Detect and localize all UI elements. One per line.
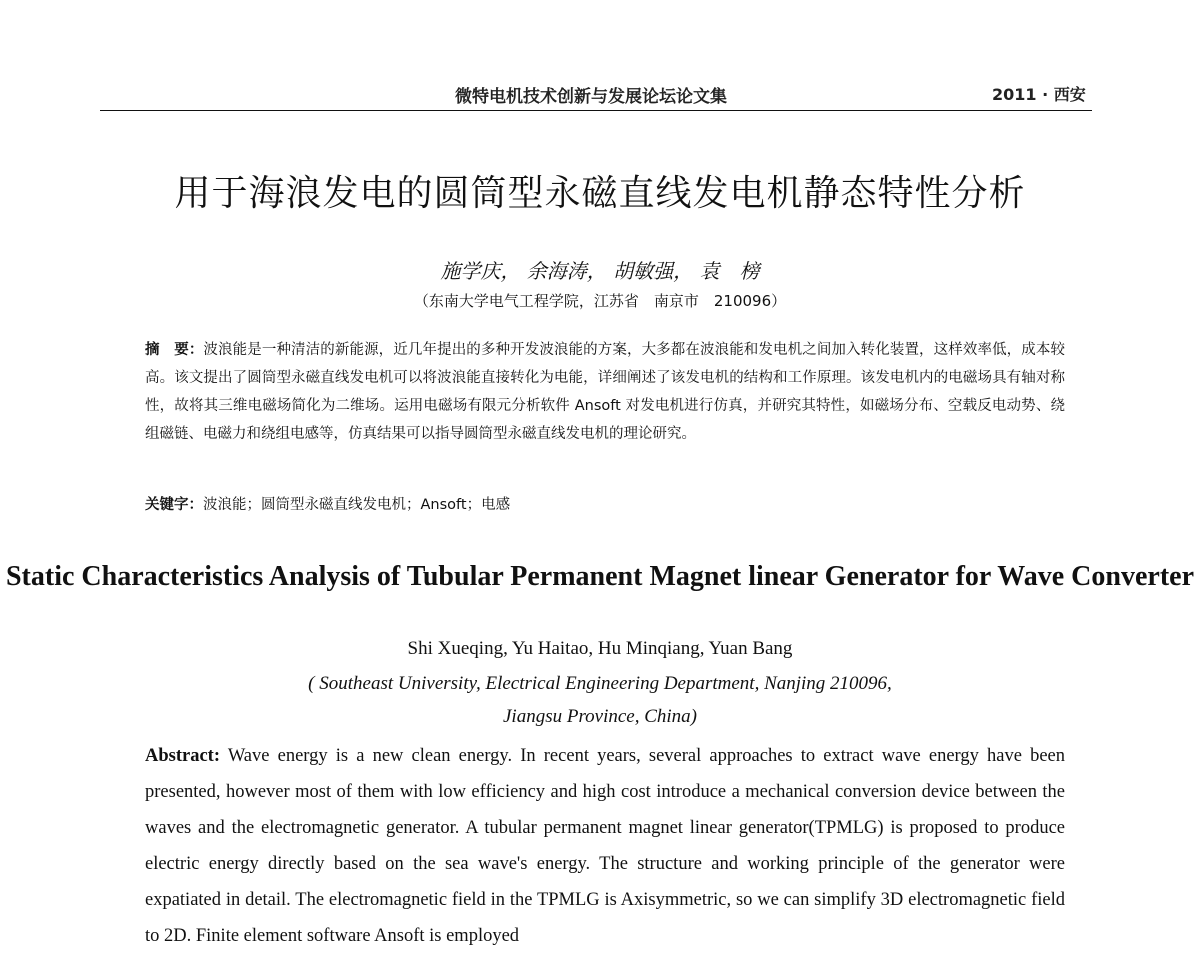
chinese-keywords — [145, 493, 510, 514]
chinese-abstract-label: 摘 要： — [145, 342, 204, 358]
chinese-affiliation: （东南大学电气工程学院，江苏省 南京市 210096） — [413, 292, 787, 310]
chinese-abstract-text: 波浪能是一种清洁的新能源，近几年提出的多种开发波浪能的方案，大多都在波浪能和发电机之间加入转化装置，这样效率低，成本较高。该文提出了圆筒型永磁直线发电机可以将波浪能直接转化为电能，详细阐述了该发电机的结构和工作原理。该发电机内的电磁场具有轴对称性，故将其三维电磁场简化为二维场。运用电磁场有限元分析软件 Ansoft 对发电机进行仿真，并研究其特性，如磁场分布、空载反电动势、绕组磁链、电磁力和绕组电感等，仿真结果可以指导圆筒型永磁直线发电机的理论研究。 — [145, 342, 1065, 442]
chinese-abstract — [145, 336, 1065, 448]
chinese-authors: 施学庆， 余海涛， 胡敏强， 袁 榜 — [440, 259, 760, 283]
english-abstract-text: Wave energy is a new clean energy. In recent years, several approaches to extract wave energy have been presented, however most of them with low efficiency and high cost introduce a mechanical conversion device between the waves and the electromagnetic generator. A tubular permanent magnet linear generator(TPMLG) is proposed to produce electric energy directly based on the sea wave's energy. The structure and working principle of the generator were expatiated in detail. The electromagnetic field in the TPMLG is Axisymmetric, so we can simplify 3D electromagnetic field to 2D. Finite element software Ansoft is employed — [145, 746, 1065, 946]
running-header-year-place: 2011 · 西安 — [992, 85, 1086, 104]
chinese-keywords-text: 波浪能；圆筒型永磁直线发电机；Ansoft；电感 — [203, 497, 511, 513]
chinese-keywords-label: 关键字： — [145, 497, 203, 513]
english-affiliation-line2: Jiangsu Province, China) — [502, 706, 697, 727]
english-affiliation-line1: ( Southeast University, Electrical Engineering Department, Nanjing 210096, — [308, 673, 892, 694]
header-rule — [100, 110, 1092, 111]
english-title: Static Characteristics Analysis of Tubular Permanent Magnet linear Generator for Wave Converter — [5, 561, 1195, 592]
chinese-title: 用于海浪发电的圆筒型永磁直线发电机静态特性分析 — [174, 173, 1026, 214]
english-abstract-label: Abstract: — [145, 746, 221, 766]
english-abstract — [145, 738, 1065, 954]
running-header-title: 微特电机技术创新与发展论坛论文集 — [455, 87, 727, 107]
english-authors: Shi Xueqing, Yu Haitao, Hu Minqiang, Yuan Bang — [407, 638, 793, 659]
